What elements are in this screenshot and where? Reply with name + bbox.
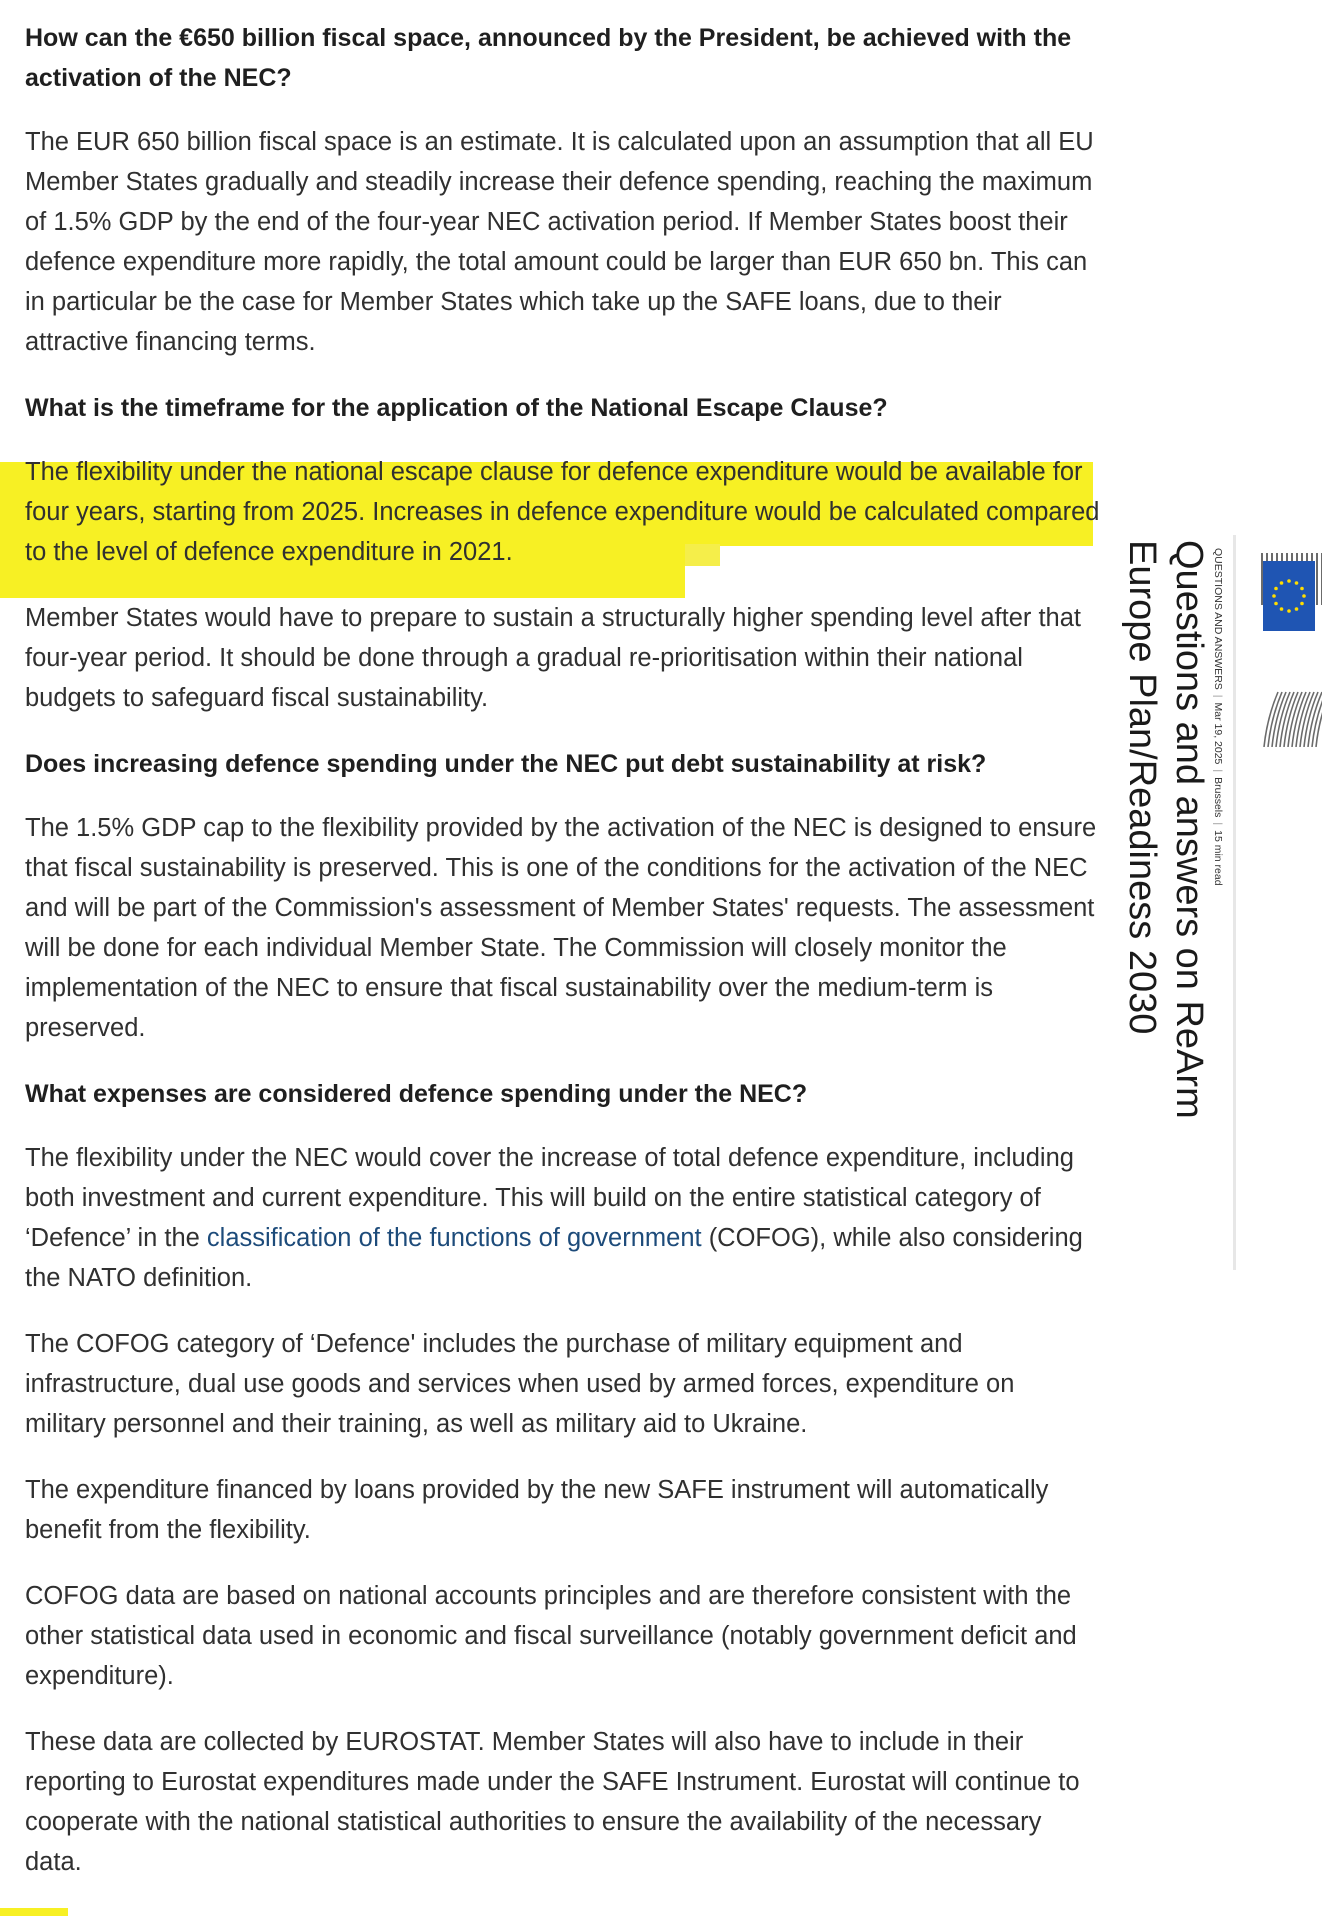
card-category: QUESTIONS AND ANSWERS bbox=[1212, 548, 1224, 690]
cofog-text-before: The flexibility under the NEC would cover the increase of total defence expenditure, including both investment and current expenditure. This will build on the entire statistical category of ‘Defence’ in the bbox=[25, 1144, 1074, 1252]
card-meta bbox=[1211, 548, 1225, 1008]
answer-paragraph-highlighted: The flexibility under the national escape clause for defence expenditure would be available for four years, starting from 2025. Increases in defence expenditure would be calculated compared to the level of defence expenditure in 2021. bbox=[25, 458, 1100, 566]
star-icon bbox=[1300, 602, 1304, 606]
card-location: Brussels bbox=[1212, 777, 1224, 818]
meta-separator: | bbox=[1212, 769, 1224, 773]
star-icon bbox=[1295, 607, 1299, 611]
card-divider bbox=[1233, 535, 1236, 1270]
question-heading: What is the timeframe for the application of the National Escape Clause? bbox=[25, 394, 888, 422]
star-icon bbox=[1274, 587, 1278, 591]
curve-line bbox=[1264, 692, 1278, 747]
decorative-curves-icon bbox=[1261, 690, 1322, 747]
answer-paragraph: The expenditure financed by loans provided by the new SAFE instrument will automatically benefit from the flexibility. bbox=[25, 1476, 1049, 1544]
faq-article bbox=[25, 18, 1100, 1908]
answer-paragraph: Member States would have to prepare to sustain a structurally higher spending level after that four-year period. It should be done through a gradual re-prioritisation within their national budgets to safeguard fiscal sustainability. bbox=[25, 604, 1081, 712]
answer-paragraph: The EUR 650 billion fiscal space is an estimate. It is calculated upon an assumption that all EU Member States gradually and steadily increase their defence spending, reaching the maximum of 1.5% GDP by the end of the four-year NEC activation period. If Member States boost their defence expenditure more rapidly, the total amount could be larger than EUR 650 bn. This can in particular be the case for Member States which take up the SAFE loans, due to their attractive financing terms. bbox=[25, 128, 1094, 356]
question-heading: Does increasing defence spending under the NEC put debt sustainability at risk? bbox=[25, 750, 987, 778]
article-card-rotated[interactable] bbox=[1100, 0, 1322, 1920]
answer-paragraph: These data are collected by EUROSTAT. Member States will also have to include in their reporting to Eurostat expenditures made under the SAFE Instrument. Eurostat will continue to cooperate with the national statistical authorities to ensure the availability of the necessary data. bbox=[25, 1728, 1080, 1876]
answer-paragraph-cofog bbox=[25, 1138, 1100, 1298]
answer-paragraph: The 1.5% GDP cap to the flexibility provided by the activation of the NEC is designed to ensure that fiscal sustainability is preserved. This is one of the conditions for the activation of the NEC and will be part of the Commission's assessment of Member States' requests. The assessment will be done for each individual Member State. The Commission will closely monitor the implementation of the NEC to ensure that fiscal sustainability over the medium-term is preserved. bbox=[25, 814, 1097, 1042]
card-title-line2: Europe Plan/Readiness 2030 bbox=[1121, 540, 1163, 1035]
cofog-classification-link[interactable]: classification of the functions of government bbox=[206, 1224, 702, 1252]
question-heading: How can the €650 billion fiscal space, announced by the President, be achieved with the activation of the NEC? bbox=[25, 24, 1072, 92]
star-icon bbox=[1287, 609, 1291, 613]
card-title-line1: Questions and answers on ReArm bbox=[1168, 540, 1210, 1119]
star-icon bbox=[1272, 594, 1276, 598]
meta-separator: | bbox=[1212, 694, 1224, 698]
star-icon bbox=[1280, 581, 1284, 585]
star-icon bbox=[1295, 581, 1299, 585]
curves-group bbox=[1264, 692, 1322, 747]
cofog-text-after: (COFOG), while also considering the NATO definition. bbox=[25, 1224, 1083, 1292]
question-heading: What expenses are considered defence spending under the NEC? bbox=[25, 1080, 808, 1108]
eu-flag-icon bbox=[1263, 561, 1315, 631]
text-highlight-bottom-mark bbox=[0, 1908, 68, 1916]
card-read-time: 15 min read bbox=[1212, 830, 1224, 886]
answer-paragraph: The COFOG category of ‘Defence' includes the purchase of military equipment and infrastructure, dual use goods and services when used by armed forces, expenditure on military personnel and their training, as well as military aid to Ukraine. bbox=[25, 1330, 1015, 1438]
star-icon bbox=[1287, 579, 1291, 583]
meta-separator: | bbox=[1212, 822, 1224, 826]
stars-ring bbox=[1272, 579, 1306, 613]
card-title[interactable] bbox=[1118, 540, 1212, 1190]
star-icon bbox=[1302, 594, 1306, 598]
eu-stars-icon bbox=[1263, 561, 1315, 631]
star-icon bbox=[1274, 602, 1278, 606]
answer-paragraph: COFOG data are based on national accounts principles and are therefore consistent with the other statistical data used in economic and fiscal surveillance (notably government deficit and expenditure). bbox=[25, 1582, 1077, 1690]
card-date: Mar 19, 2025 bbox=[1212, 702, 1224, 765]
star-icon bbox=[1300, 587, 1304, 591]
star-icon bbox=[1280, 607, 1284, 611]
